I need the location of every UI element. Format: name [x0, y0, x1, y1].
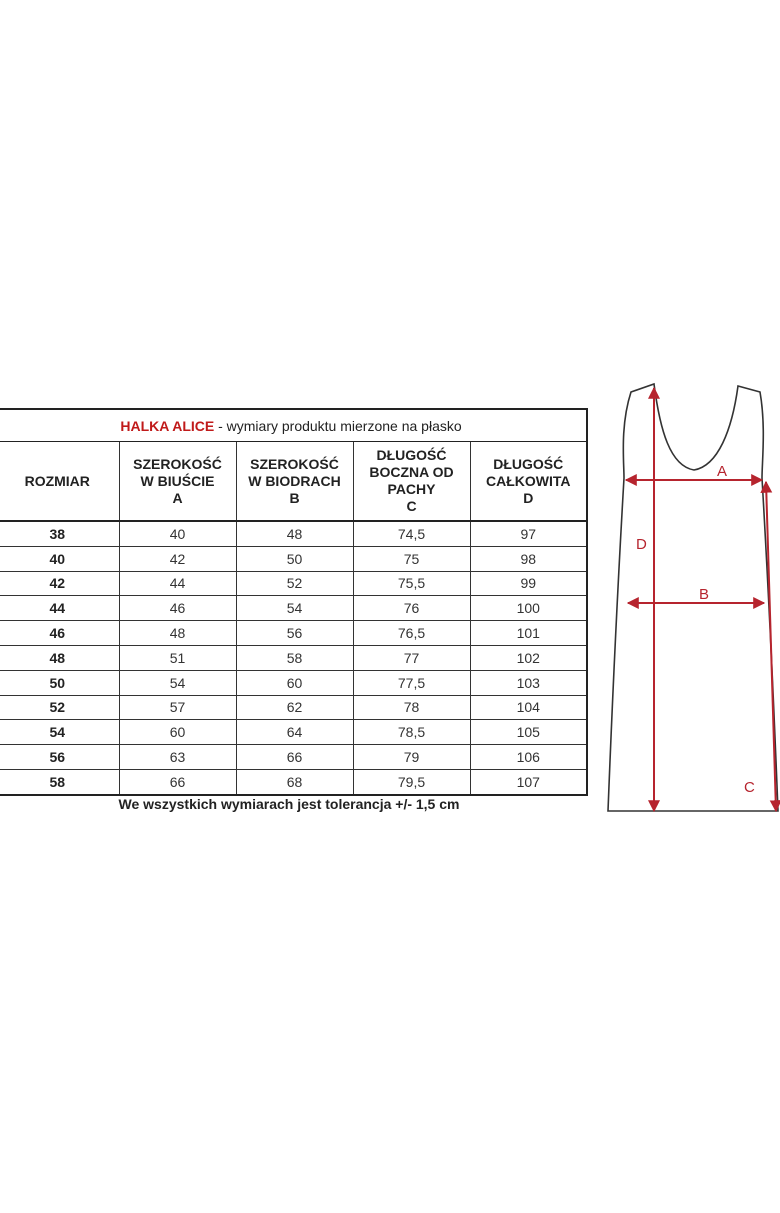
header-line: A	[172, 489, 183, 506]
table-title	[0, 409, 587, 442]
size-cell: 42	[0, 571, 119, 596]
hip-cell: 66	[236, 745, 353, 770]
header-line: ROZMIAR	[24, 472, 90, 489]
header-line: PACHY	[387, 481, 436, 497]
header-line: DŁUGOŚĆ	[493, 455, 564, 472]
side-length-cell: 74,5	[353, 521, 470, 546]
total-length-cell: 103	[470, 670, 587, 695]
bust-cell: 44	[119, 571, 236, 596]
column-header-size	[0, 442, 119, 522]
total-length-cell: 99	[470, 571, 587, 596]
tolerance-note: We wszystkich wymiarach jest tolerancja +/- 1,5 cm	[118, 796, 460, 812]
size-cell: 38	[0, 521, 119, 546]
hip-cell: 48	[236, 521, 353, 546]
size-cell: 54	[0, 720, 119, 745]
hip-cell: 50	[236, 546, 353, 571]
side-length-cell: 77,5	[353, 670, 470, 695]
header-line: SZEROKOŚĆ	[133, 455, 222, 472]
side-length-cell: 79,5	[353, 769, 470, 794]
table-caption-row	[0, 409, 587, 442]
side-length-cell: 75,5	[353, 571, 470, 596]
side-length-cell: 76	[353, 596, 470, 621]
size-cell: 50	[0, 670, 119, 695]
hip-cell: 60	[236, 670, 353, 695]
hip-cell: 64	[236, 720, 353, 745]
dress-outline	[608, 384, 778, 811]
table-header-row	[0, 442, 587, 522]
header-line: SZEROKOŚĆ	[250, 455, 339, 472]
total-length-cell: 107	[470, 769, 587, 794]
table-row	[0, 745, 587, 770]
table-row	[0, 621, 587, 646]
hip-cell: 62	[236, 695, 353, 720]
size-cell: 56	[0, 745, 119, 770]
side-length-cell: 78,5	[353, 720, 470, 745]
bust-cell: 54	[119, 670, 236, 695]
bust-cell: 42	[119, 546, 236, 571]
size-cell: 46	[0, 621, 119, 646]
total-length-cell: 97	[470, 521, 587, 546]
table-row	[0, 645, 587, 670]
total-length-cell: 102	[470, 645, 587, 670]
bust-cell: 51	[119, 645, 236, 670]
bust-cell: 57	[119, 695, 236, 720]
total-length-cell: 104	[470, 695, 587, 720]
column-header-hip-width	[236, 442, 353, 522]
column-header-total-length	[470, 442, 587, 522]
header-line: W BIUŚCIE	[140, 472, 215, 489]
table-row	[0, 596, 587, 621]
label-d: D	[636, 536, 647, 553]
header-line: D	[523, 489, 534, 506]
side-length-cell: 76,5	[353, 621, 470, 646]
product-name: HALKA ALICE	[120, 417, 215, 434]
side-length-cell: 78	[353, 695, 470, 720]
size-cell: 48	[0, 645, 119, 670]
bust-cell: 66	[119, 769, 236, 794]
size-cell: 58	[0, 769, 119, 794]
header-line: CAŁKOWITA	[486, 472, 571, 489]
table-row	[0, 670, 587, 695]
total-length-cell: 100	[470, 596, 587, 621]
bust-cell: 46	[119, 596, 236, 621]
bust-cell: 48	[119, 621, 236, 646]
hip-cell: 54	[236, 596, 353, 621]
table-body	[0, 521, 587, 795]
side-length-cell: 75	[353, 546, 470, 571]
dress-measurement-diagram	[598, 378, 780, 818]
measure-line-c	[766, 482, 776, 811]
table-row	[0, 720, 587, 745]
total-length-cell: 106	[470, 745, 587, 770]
header-line: DŁUGOŚĆ	[376, 447, 447, 463]
size-cell: 44	[0, 596, 119, 621]
table-row	[0, 571, 587, 596]
hip-cell: 58	[236, 645, 353, 670]
table-row	[0, 769, 587, 794]
hip-cell: 52	[236, 571, 353, 596]
total-length-cell: 105	[470, 720, 587, 745]
label-b: B	[699, 586, 710, 603]
side-length-cell: 79	[353, 745, 470, 770]
hip-cell: 68	[236, 769, 353, 794]
header-line: BOCZNA OD	[369, 464, 454, 480]
column-header-bust-width	[119, 442, 236, 522]
hip-cell: 56	[236, 621, 353, 646]
side-length-cell: 77	[353, 645, 470, 670]
size-cell: 40	[0, 546, 119, 571]
bust-cell: 63	[119, 745, 236, 770]
size-cell: 52	[0, 695, 119, 720]
label-a: A	[717, 463, 728, 480]
total-length-cell: 101	[470, 621, 587, 646]
table-row	[0, 521, 587, 546]
table-row	[0, 695, 587, 720]
total-length-cell: 98	[470, 546, 587, 571]
bust-cell: 40	[119, 521, 236, 546]
bust-cell: 60	[119, 720, 236, 745]
table-title-rest: - wymiary produktu mierzone na płasko	[214, 417, 462, 434]
label-c: C	[744, 779, 755, 796]
header-line: C	[406, 498, 417, 514]
table-row	[0, 546, 587, 571]
size-chart-table	[0, 408, 588, 796]
header-line: B	[289, 489, 300, 506]
column-header-side-length	[353, 442, 470, 522]
header-line: W BIODRACH	[248, 472, 341, 489]
